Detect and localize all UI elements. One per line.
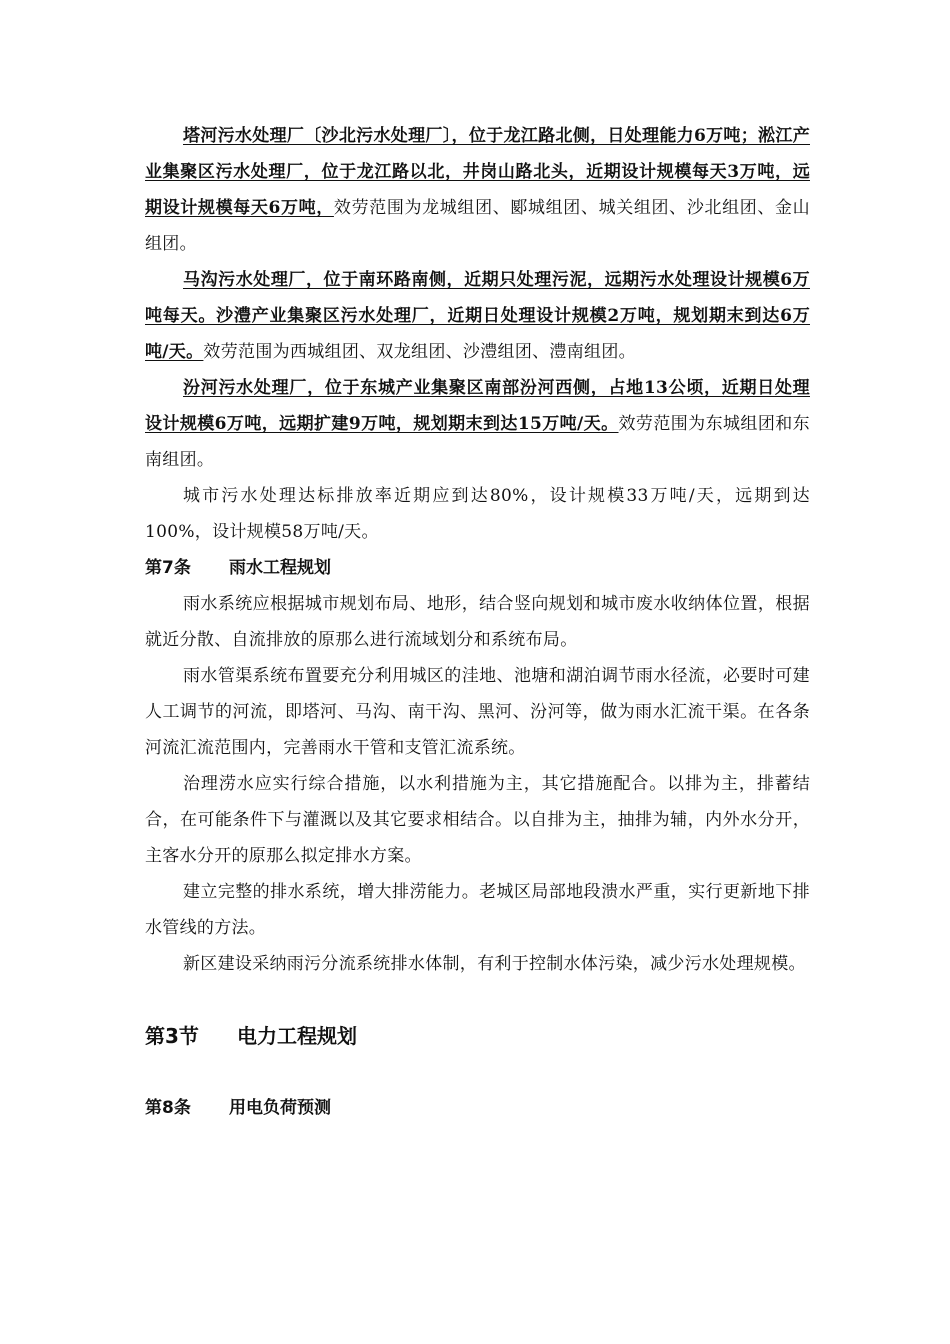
paragraph-tahe-plant — [145, 118, 810, 262]
section-heading-3 — [145, 1016, 810, 1056]
section-number: 第3节 — [145, 1024, 199, 1048]
paragraph-text: 效劳范围为西城组团、双龙组团、沙澧组团、澧南组团。 — [203, 342, 636, 362]
paragraph-text: 城市污水处理达标排放率近期应到达80%，设计规模33万吨/天，远期到达100%，设计规模58万吨/天。 — [145, 486, 810, 542]
article-title: 雨水工程规划 — [229, 558, 331, 578]
paragraph-new-district: 新区建设采纳雨污分流系统排水体制，有利于控制水体污染，减少污水处理规模。 — [183, 954, 806, 974]
paragraph-text: 效劳范围为东城组团和东南组团。 — [145, 414, 810, 470]
article-number: 第8条 — [145, 1098, 191, 1118]
article-heading-8 — [145, 1090, 810, 1126]
paragraph-magou-plant — [145, 262, 810, 370]
paragraph-text: 效劳范围为龙城组团、郾城组团、城关组团、沙北组团、金山组团。 — [145, 198, 810, 254]
paragraph-drainage-system: 建立完整的排水系统，增大排涝能力。老城区局部地段溃水严重，实行更新地下排水管线的方法。 — [145, 882, 810, 938]
paragraph-rain-system: 雨水系统应根据城市规划布局、地形，结合竖向规划和城市废水收纳体位置，根据就近分散、自流排放的原那么进行流域划分和系统布局。 — [145, 594, 810, 650]
document-page — [145, 118, 810, 1126]
paragraph-flood-control: 治理涝水应实行综合措施，以水利措施为主，其它措施配合。以排为主，排蓄结合，在可能条件下与灌溉以及其它要求相结合。以自排为主，抽排为辅，内外水分开，主客水分开的原那么拟定排水方案。 — [145, 774, 810, 866]
paragraph-emphasis: 塔河污水处理厂〔沙北污水处理厂〕，位于龙江路北侧，日处理能力6万吨；淞江产业集聚区污水处理厂，位于龙江路以北，井岗山路北头，近期设计规模每天3万吨，远期设计规模每天6万吨， — [145, 126, 810, 218]
paragraph-rain-channels: 雨水管渠系统布置要充分利用城区的洼地、池塘和湖泊调节雨水径流，必要时可建人工调节的河流，即塔河、马沟、南干沟、黑河、汾河等，做为雨水汇流干渠。在各条河流汇流范围内，完善雨水干管和支管汇流系统。 — [145, 666, 810, 758]
section-title: 电力工程规划 — [237, 1024, 357, 1048]
paragraph-fenhe-plant — [145, 370, 810, 478]
paragraph-emphasis: 汾河污水处理厂，位于东城产业集聚区南部汾河西侧，占地13公顷，近期日处理设计规模6万吨，远期扩建9万吨，规划期末到达15万吨/天。 — [145, 378, 810, 434]
article-heading-7 — [145, 550, 810, 586]
paragraph-discharge-rate — [145, 478, 810, 550]
article-number: 第7条 — [145, 558, 191, 578]
paragraph-emphasis: 马沟污水处理厂，位于南环路南侧，近期只处理污泥，远期污水处理设计规模6万吨每天。沙澧产业集聚区污水处理厂，近期日处理设计规模2万吨，规划期末到达6万吨/天。 — [145, 270, 810, 362]
article-title: 用电负荷预测 — [229, 1098, 331, 1118]
